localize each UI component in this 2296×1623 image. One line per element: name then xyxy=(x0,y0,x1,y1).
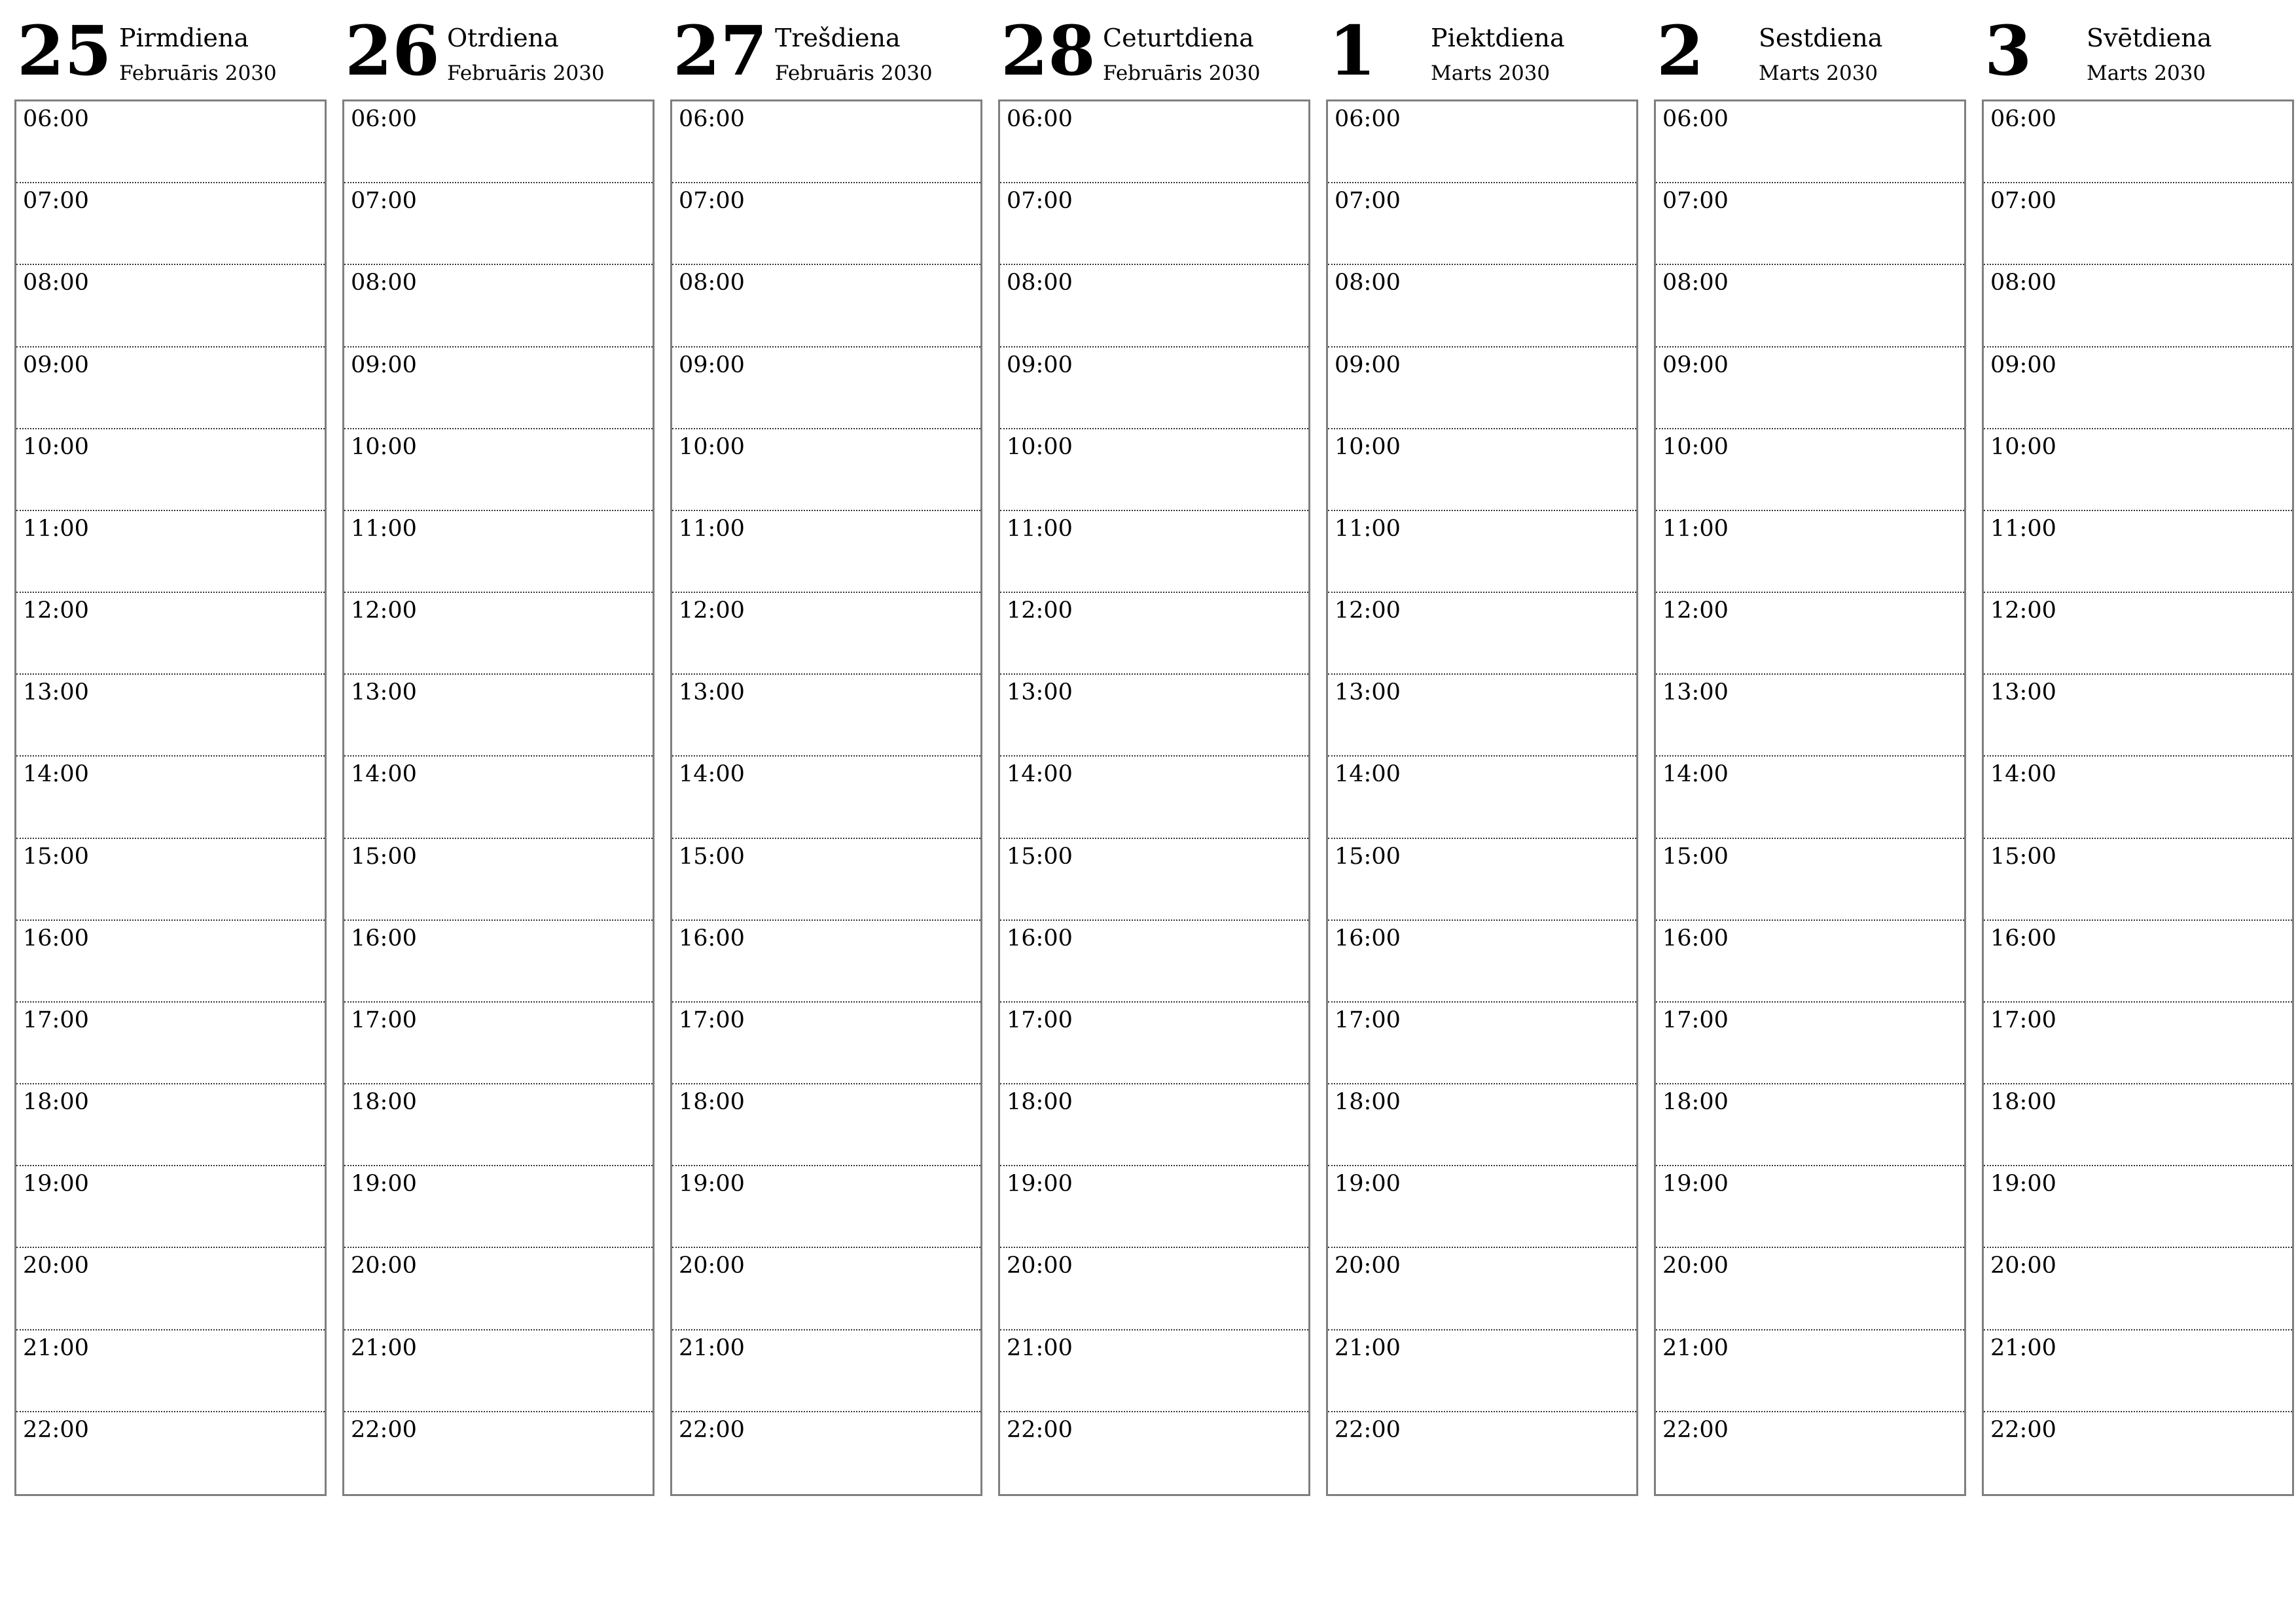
hour-slot: 18:00 xyxy=(1328,1084,1636,1166)
hour-slot: 21:00 xyxy=(1328,1330,1636,1412)
day-number: 25 xyxy=(17,10,112,91)
hour-slot: 09:00 xyxy=(1000,348,1308,429)
hour-slot: 13:00 xyxy=(16,675,325,757)
hour-slot: 09:00 xyxy=(1984,348,2292,429)
hour-slot: 06:00 xyxy=(1328,101,1636,183)
day-schedule-box xyxy=(14,99,327,1496)
day-header xyxy=(14,10,327,99)
hour-slot: 11:00 xyxy=(16,511,325,593)
month-year: Marts 2030 xyxy=(2087,62,2206,85)
day-column xyxy=(1654,10,1966,1496)
month-year: Februāris 2030 xyxy=(1103,62,1261,85)
hour-slot: 22:00 xyxy=(351,1416,417,1443)
hour-slot: 13:00 xyxy=(1656,675,1964,757)
hour-slot: 20:00 xyxy=(16,1248,325,1330)
hour-slot: 20:00 xyxy=(1000,1248,1308,1330)
day-column xyxy=(1326,10,1638,1496)
hour-slot: 17:00 xyxy=(16,1003,325,1084)
month-year: Marts 2030 xyxy=(1431,62,1551,85)
hour-slot: 16:00 xyxy=(344,921,653,1003)
hour-slot: 11:00 xyxy=(1984,511,2292,593)
hour-slot: 20:00 xyxy=(344,1248,653,1330)
hour-slot: 10:00 xyxy=(1328,429,1636,511)
hour-slot: 14:00 xyxy=(1328,757,1636,838)
hour-slot: 15:00 xyxy=(1328,839,1636,921)
hour-slot: 17:00 xyxy=(1656,1003,1964,1084)
hour-slot: 18:00 xyxy=(1000,1084,1308,1166)
hour-slot: 21:00 xyxy=(1984,1330,2292,1412)
weekday-name: Ceturtdiena xyxy=(1103,24,1254,52)
hour-slot: 21:00 xyxy=(1656,1330,1964,1412)
hour-slot: 14:00 xyxy=(1000,757,1308,838)
hour-slot: 10:00 xyxy=(672,429,980,511)
hour-slot: 07:00 xyxy=(1984,183,2292,265)
hour-slot: 06:00 xyxy=(344,101,653,183)
weekday-name: Otrdiena xyxy=(447,24,559,52)
day-column xyxy=(998,10,1310,1496)
hour-slot: 07:00 xyxy=(1328,183,1636,265)
day-column xyxy=(14,10,327,1496)
day-schedule-box xyxy=(1982,99,2294,1496)
day-header xyxy=(1982,10,2294,99)
hour-slot: 19:00 xyxy=(1000,1166,1308,1248)
hour-slot: 06:00 xyxy=(672,101,980,183)
hour-slot: 19:00 xyxy=(16,1166,325,1248)
hour-slot: 22:00 xyxy=(1662,1416,1729,1443)
day-header xyxy=(670,10,982,99)
month-year: Februāris 2030 xyxy=(119,62,277,85)
hour-slot: 06:00 xyxy=(1000,101,1308,183)
hour-slot: 22:00 xyxy=(1335,1416,1401,1443)
weekday-name: Pirmdiena xyxy=(119,24,249,52)
hour-slot: 22:00 xyxy=(1007,1416,1073,1443)
hour-slot: 12:00 xyxy=(1328,593,1636,675)
hour-slot: 15:00 xyxy=(1656,839,1964,921)
hour-slot: 11:00 xyxy=(1000,511,1308,593)
day-header xyxy=(342,10,655,99)
hour-slot: 16:00 xyxy=(1000,921,1308,1003)
day-schedule-box xyxy=(670,99,982,1496)
hour-slot: 22:00 xyxy=(23,1416,89,1443)
hour-slot: 12:00 xyxy=(344,593,653,675)
day-header xyxy=(1654,10,1966,99)
hour-slot: 08:00 xyxy=(1984,265,2292,347)
day-column xyxy=(1982,10,2294,1496)
day-header xyxy=(1326,10,1638,99)
hour-slot: 16:00 xyxy=(1656,921,1964,1003)
hour-slot: 13:00 xyxy=(344,675,653,757)
hour-slot: 12:00 xyxy=(1656,593,1964,675)
day-column xyxy=(670,10,982,1496)
hour-slot: 07:00 xyxy=(344,183,653,265)
hour-slot: 11:00 xyxy=(672,511,980,593)
hour-slot: 09:00 xyxy=(16,348,325,429)
hour-slot: 08:00 xyxy=(344,265,653,347)
day-number: 3 xyxy=(1984,10,2032,91)
hour-slot: 13:00 xyxy=(1328,675,1636,757)
hour-slot: 07:00 xyxy=(672,183,980,265)
hour-slot: 06:00 xyxy=(1984,101,2292,183)
hour-slot: 08:00 xyxy=(1656,265,1964,347)
hour-slot: 10:00 xyxy=(1000,429,1308,511)
weekday-name: Trešdiena xyxy=(775,24,901,52)
hour-slot: 07:00 xyxy=(16,183,325,265)
hour-slot: 06:00 xyxy=(1656,101,1964,183)
hour-slot: 16:00 xyxy=(672,921,980,1003)
hour-slot: 18:00 xyxy=(1656,1084,1964,1166)
hour-slot: 22:00 xyxy=(679,1416,745,1443)
hour-slot: 18:00 xyxy=(344,1084,653,1166)
day-number: 1 xyxy=(1329,10,1376,91)
hour-slot: 09:00 xyxy=(672,348,980,429)
day-number: 28 xyxy=(1001,10,1096,91)
day-header xyxy=(998,10,1310,99)
hour-slot: 09:00 xyxy=(1656,348,1964,429)
hour-slot: 17:00 xyxy=(1328,1003,1636,1084)
hour-slot: 16:00 xyxy=(1984,921,2292,1003)
hour-slot: 21:00 xyxy=(16,1330,325,1412)
weekday-name: Sestdiena xyxy=(1759,24,1883,52)
hour-slot: 15:00 xyxy=(672,839,980,921)
month-year: Februāris 2030 xyxy=(775,62,933,85)
weekly-planner xyxy=(14,10,2294,1496)
day-number: 27 xyxy=(673,10,768,91)
hour-slot: 14:00 xyxy=(1656,757,1964,838)
hour-slot: 10:00 xyxy=(1656,429,1964,511)
hour-slot: 20:00 xyxy=(672,1248,980,1330)
hour-slot: 21:00 xyxy=(344,1330,653,1412)
hour-slot: 19:00 xyxy=(1328,1166,1636,1248)
hour-slot: 08:00 xyxy=(1000,265,1308,347)
month-year: Februāris 2030 xyxy=(447,62,605,85)
hour-slot: 08:00 xyxy=(1328,265,1636,347)
hour-slot: 10:00 xyxy=(344,429,653,511)
hour-slot: 19:00 xyxy=(1984,1166,2292,1248)
day-column xyxy=(342,10,655,1496)
hour-slot: 18:00 xyxy=(16,1084,325,1166)
hour-slot: 12:00 xyxy=(1984,593,2292,675)
hour-slot: 13:00 xyxy=(672,675,980,757)
weekday-name: Svētdiena xyxy=(2087,24,2212,52)
hour-slot: 11:00 xyxy=(344,511,653,593)
hour-slot: 13:00 xyxy=(1984,675,2292,757)
day-number: 26 xyxy=(345,10,440,91)
hour-slot: 14:00 xyxy=(1984,757,2292,838)
hour-slot: 10:00 xyxy=(1984,429,2292,511)
hour-slot: 21:00 xyxy=(1000,1330,1308,1412)
hour-slot: 16:00 xyxy=(1328,921,1636,1003)
hour-slot: 20:00 xyxy=(1984,1248,2292,1330)
hour-slot: 13:00 xyxy=(1000,675,1308,757)
hour-slot: 12:00 xyxy=(16,593,325,675)
day-schedule-box xyxy=(342,99,655,1496)
hour-slot: 15:00 xyxy=(1000,839,1308,921)
day-schedule-box xyxy=(1326,99,1638,1496)
hour-slot: 14:00 xyxy=(16,757,325,838)
hour-slot: 17:00 xyxy=(1984,1003,2292,1084)
hour-slot: 20:00 xyxy=(1656,1248,1964,1330)
hour-slot: 09:00 xyxy=(344,348,653,429)
hour-slot: 17:00 xyxy=(344,1003,653,1084)
hour-slot: 12:00 xyxy=(672,593,980,675)
hour-slot: 18:00 xyxy=(672,1084,980,1166)
day-schedule-box xyxy=(1654,99,1966,1496)
hour-slot: 07:00 xyxy=(1000,183,1308,265)
hour-slot: 14:00 xyxy=(344,757,653,838)
hour-slot: 19:00 xyxy=(344,1166,653,1248)
hour-slot: 15:00 xyxy=(16,839,325,921)
hour-slot: 11:00 xyxy=(1328,511,1636,593)
hour-slot: 17:00 xyxy=(672,1003,980,1084)
month-year: Marts 2030 xyxy=(1759,62,1878,85)
day-schedule-box xyxy=(998,99,1310,1496)
hour-slot: 19:00 xyxy=(672,1166,980,1248)
hour-slot: 22:00 xyxy=(1990,1416,2056,1443)
hour-slot: 14:00 xyxy=(672,757,980,838)
hour-slot: 18:00 xyxy=(1984,1084,2292,1166)
hour-slot: 08:00 xyxy=(16,265,325,347)
hour-slot: 08:00 xyxy=(672,265,980,347)
hour-slot: 15:00 xyxy=(1984,839,2292,921)
hour-slot: 11:00 xyxy=(1656,511,1964,593)
hour-slot: 17:00 xyxy=(1000,1003,1308,1084)
hour-slot: 21:00 xyxy=(672,1330,980,1412)
hour-slot: 12:00 xyxy=(1000,593,1308,675)
hour-slot: 06:00 xyxy=(16,101,325,183)
hour-slot: 16:00 xyxy=(16,921,325,1003)
hour-slot: 20:00 xyxy=(1328,1248,1636,1330)
hour-slot: 10:00 xyxy=(16,429,325,511)
day-number: 2 xyxy=(1657,10,1704,91)
hour-slot: 19:00 xyxy=(1656,1166,1964,1248)
hour-slot: 09:00 xyxy=(1328,348,1636,429)
hour-slot: 07:00 xyxy=(1656,183,1964,265)
weekday-name: Piektdiena xyxy=(1431,24,1565,52)
hour-slot: 15:00 xyxy=(344,839,653,921)
